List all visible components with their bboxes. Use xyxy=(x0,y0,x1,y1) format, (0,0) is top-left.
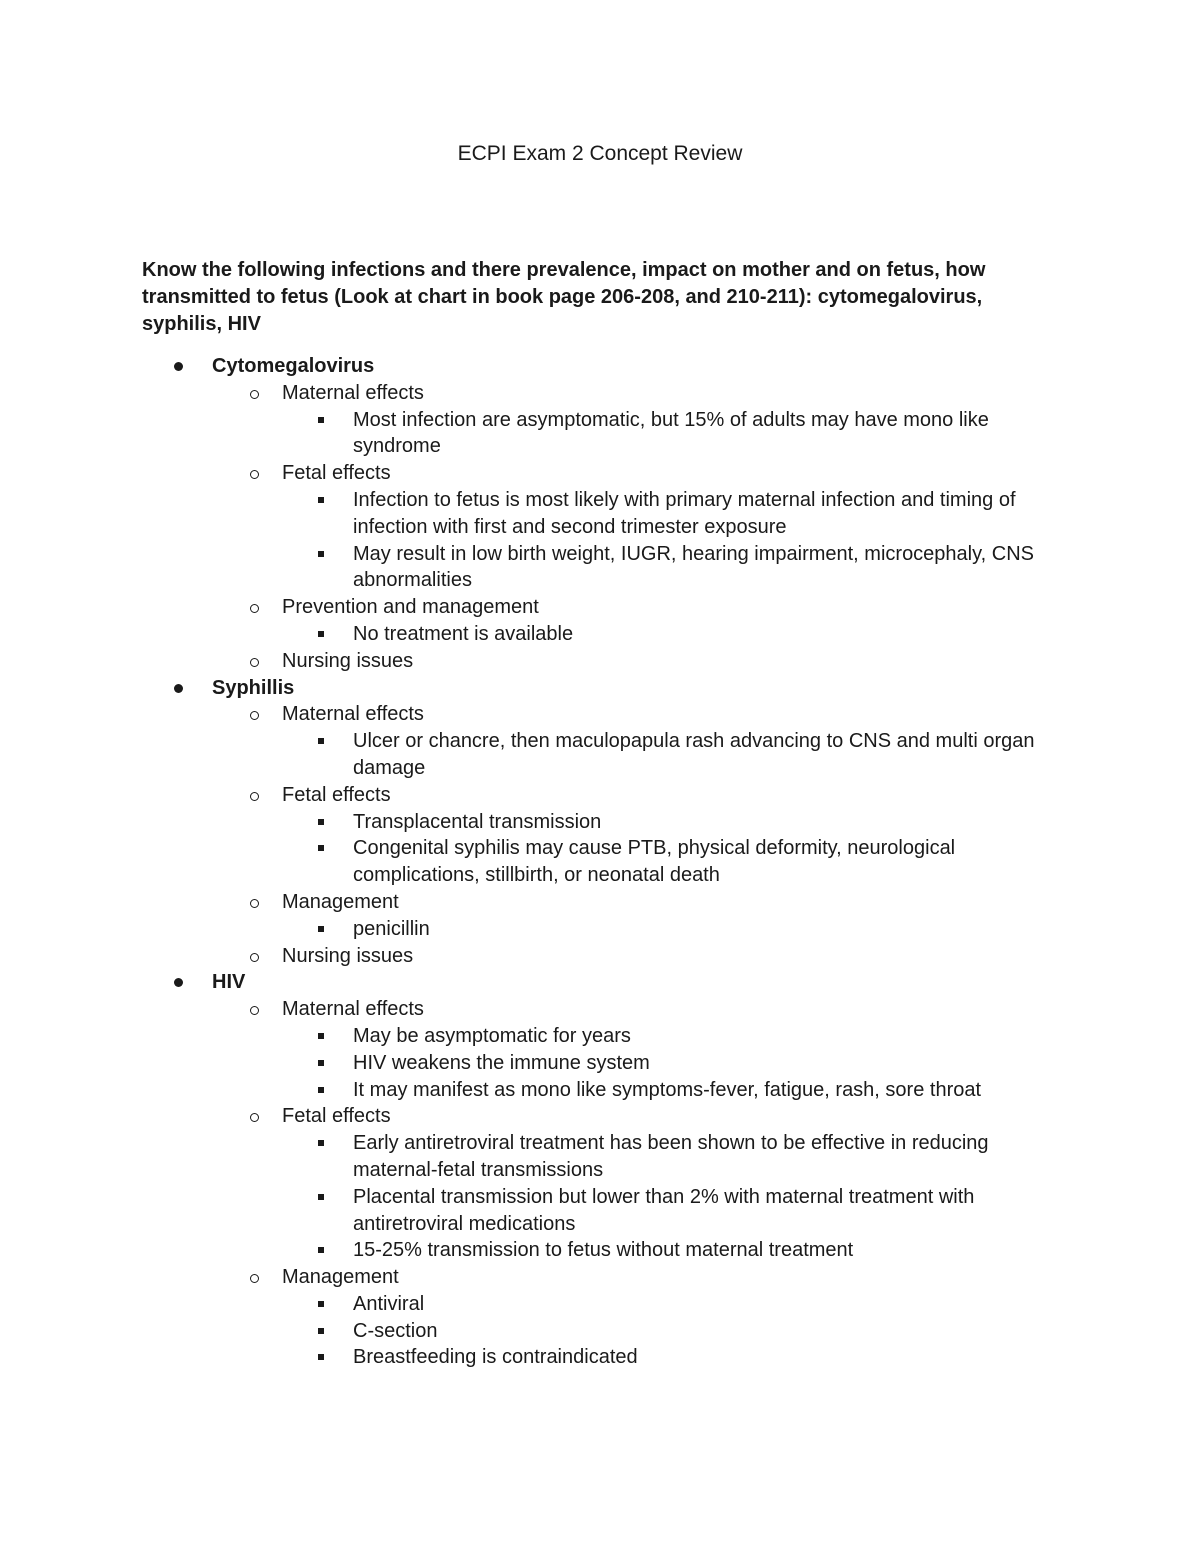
bullet-circle-icon xyxy=(250,460,259,488)
list-item xyxy=(0,1077,1200,1104)
subsection-label-text: Fetal effects xyxy=(282,462,391,485)
section-heading-text: Syphillis xyxy=(212,676,295,699)
section-heading-text: Cytomegalovirus xyxy=(212,355,375,377)
list-item xyxy=(0,1237,1200,1264)
list-item-text: HIV weakens the immune system xyxy=(353,1051,650,1074)
bullet-square-icon xyxy=(318,1344,324,1371)
subsection-label xyxy=(0,1264,1200,1291)
bullet-square-icon xyxy=(318,541,324,568)
list-item-text: Early antiretroviral treatment has been shown to be effective in reducing maternal-fetal transmissions xyxy=(353,1132,989,1181)
list-item-text: It may manifest as mono like symptoms-fever, fatigue, rash, sore throat xyxy=(353,1078,982,1101)
list-item xyxy=(0,487,1200,541)
list-item-text: Placental transmission but lower than 2% with maternal treatment with antiretroviral medications xyxy=(353,1185,975,1235)
bullet-square-icon xyxy=(318,1291,324,1318)
bullet-square-icon xyxy=(318,407,324,434)
list-item xyxy=(0,1050,1200,1077)
subsection-label-text: Maternal effects xyxy=(282,381,424,404)
bullet-circle-icon xyxy=(250,889,259,917)
subsection-label-text: Nursing issues xyxy=(282,944,414,967)
list-item xyxy=(0,916,1200,943)
list-item-text: Ulcer or chancre, then maculopapula rash advancing to CNS and multi organ damage xyxy=(353,730,1035,779)
bullet-square-icon xyxy=(318,809,324,836)
list-item xyxy=(0,1291,1200,1318)
bullet-square-icon xyxy=(318,1077,324,1104)
subsection-label xyxy=(0,701,1200,728)
bullet-square-icon xyxy=(318,1023,324,1050)
bullet-circle-icon xyxy=(250,996,259,1024)
bullet-circle-icon xyxy=(250,943,259,971)
bullet-square-icon xyxy=(318,1130,324,1157)
subsection-label xyxy=(0,594,1200,621)
subsection-label xyxy=(0,460,1200,487)
intro-paragraph: Know the following infections and there prevalence, impact on mother and on fetus, how transmitted to fetus (Look at chart in book page 206-208, and 210-211): cytomegalovirus, syphilis, HIV xyxy=(142,259,986,335)
bullet-circle-icon xyxy=(250,1103,259,1131)
subsection-label xyxy=(0,380,1200,407)
section-heading xyxy=(0,353,1200,380)
list-item-text: Transplacental transmission xyxy=(353,810,602,833)
bullet-square-icon xyxy=(318,1318,324,1345)
subsection-label-text: Maternal effects xyxy=(282,703,424,726)
section-heading xyxy=(0,675,1200,702)
list-item-text: C-section xyxy=(353,1319,438,1342)
list-item xyxy=(0,1318,1200,1345)
document-title: ECPI Exam 2 Concept Review xyxy=(457,142,743,165)
bullet-square-icon xyxy=(318,1237,324,1264)
subsection-label xyxy=(0,648,1200,675)
subsection-label xyxy=(0,1103,1200,1130)
bullet-square-icon xyxy=(318,728,324,755)
bullet-square-icon xyxy=(318,1050,324,1077)
list-item xyxy=(0,407,1200,461)
list-item-text: Most infection are asymptomatic, but 15% of adults may have mono like syndrome xyxy=(353,408,989,458)
list-item xyxy=(0,728,1200,782)
list-item xyxy=(0,835,1200,889)
bullet-dot-icon xyxy=(174,969,183,997)
bullet-dot-icon xyxy=(174,353,183,381)
bullet-square-icon xyxy=(318,487,324,514)
list-item-text: Congenital syphilis may cause PTB, physical deformity, neurological complications, stillbirth, or neonatal death xyxy=(353,837,956,887)
list-item xyxy=(0,621,1200,648)
subsection-label-text: Maternal effects xyxy=(282,998,424,1021)
bullet-circle-icon xyxy=(250,648,259,676)
subsection-label-text: Nursing issues xyxy=(282,649,414,672)
bullet-dot-icon xyxy=(174,675,183,703)
subsection-label xyxy=(0,943,1200,970)
list-item-text: Breastfeeding is contraindicated xyxy=(353,1346,638,1369)
bullet-square-icon xyxy=(318,621,324,648)
subsection-label xyxy=(0,889,1200,916)
list-item-text: Antiviral xyxy=(353,1292,425,1315)
list-item xyxy=(0,1023,1200,1050)
bullet-circle-icon xyxy=(250,701,259,729)
bullet-square-icon xyxy=(318,835,324,862)
list-item-text: 15-25% transmission to fetus without maternal treatment xyxy=(353,1239,854,1262)
subsection-label xyxy=(0,996,1200,1023)
section-heading-text: HIV xyxy=(212,971,246,994)
bullet-circle-icon xyxy=(250,1264,259,1292)
bullet-circle-icon xyxy=(250,782,259,810)
subsection-label xyxy=(0,782,1200,809)
list-item xyxy=(0,1344,1200,1371)
subsection-label-text: Fetal effects xyxy=(282,1105,391,1128)
list-item xyxy=(0,809,1200,836)
subsection-label-text: Fetal effects xyxy=(282,783,391,806)
list-item-text: May be asymptomatic for years xyxy=(353,1024,631,1047)
section-heading xyxy=(0,969,1200,996)
bullet-circle-icon xyxy=(250,380,259,408)
bullet-square-icon xyxy=(318,916,324,943)
list-item xyxy=(0,1130,1200,1184)
list-item-text: penicillin xyxy=(353,917,430,940)
bullet-square-icon xyxy=(318,1184,324,1211)
list-item-text: No treatment is available xyxy=(353,622,574,645)
subsection-label-text: Prevention and management xyxy=(282,596,539,619)
list-item xyxy=(0,541,1200,595)
subsection-label-text: Management xyxy=(282,1266,399,1289)
infection-outline xyxy=(0,353,1200,1371)
list-item xyxy=(0,1184,1200,1238)
list-item-text: Infection to fetus is most likely with primary maternal infection and timing of infection with first and second trimester exposure xyxy=(353,488,1016,538)
bullet-circle-icon xyxy=(250,594,259,622)
subsection-label-text: Management xyxy=(282,890,399,913)
list-item-text: May result in low birth weight, IUGR, hearing impairment, microcephaly, CNS abnormalities xyxy=(353,542,1034,592)
